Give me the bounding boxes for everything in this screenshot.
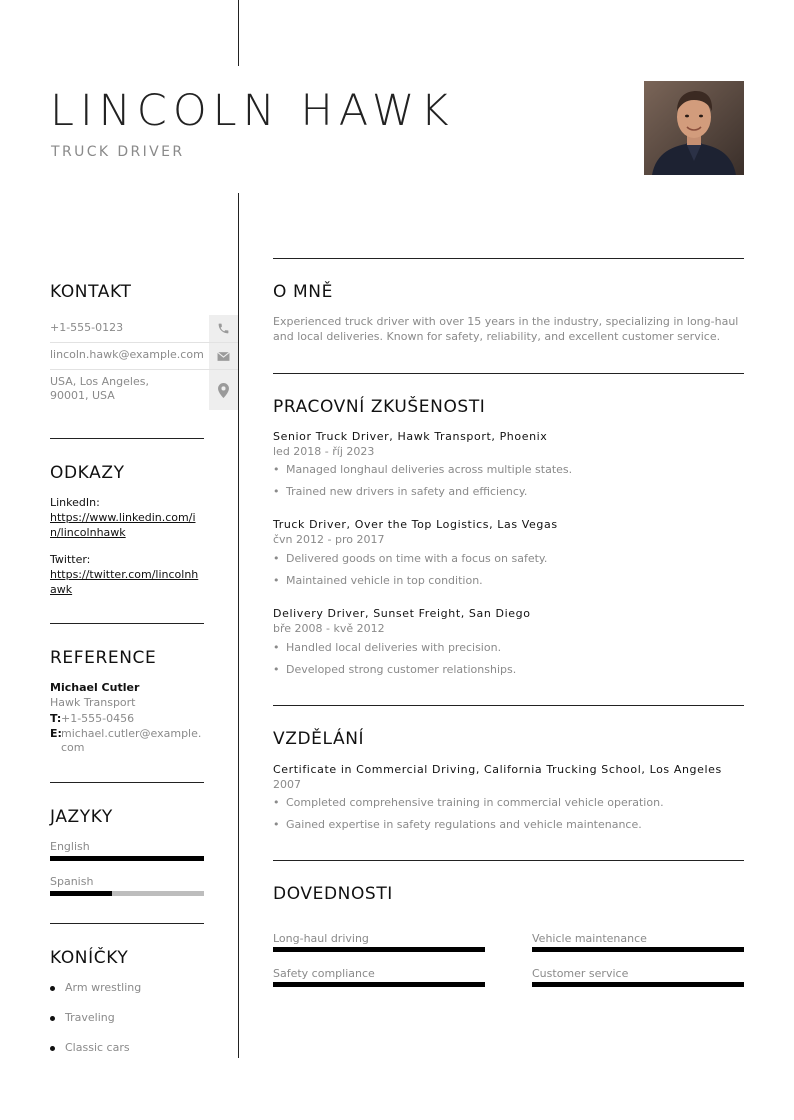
education-year: 2007 [273,778,301,791]
education-title: Certificate in Commercial Driving, California Trucking School, Los Angeles [273,763,722,776]
bullet-mark: • [273,641,280,654]
bullet-dot [50,1046,55,1051]
education-bullet-text: Gained expertise in safety regulations and vehicle maintenance. [286,818,642,831]
job-dates: čvn 2012 - pro 2017 [273,533,385,546]
section-divider [273,705,744,706]
twitter-link[interactable]: https://twitter.com/lincolnhawk [50,568,199,596]
skill-name: Vehicle maintenance [532,932,647,945]
job-bullet-text: Managed longhaul deliveries across multiple states. [286,463,573,476]
job-title: Truck Driver, Over the Top Logistics, Las Vegas [273,518,558,531]
contact-phone[interactable]: +1-555-0123 [50,321,124,334]
portrait-image [644,81,744,175]
contact-phone-row [50,315,238,342]
skill-level-bar [532,982,744,987]
hobby-label: Classic cars [65,1041,130,1054]
language-level-fill [50,856,204,861]
section-divider [50,438,204,439]
job-bullet-text: Maintained vehicle in top condition. [286,574,483,587]
job-role: TRUCK DRIVER [51,144,185,160]
contact-email[interactable]: lincoln.hawk@example.com [50,348,204,361]
full-name: LINCOLN HAWK [50,86,455,136]
reference-name: Michael Cutler [50,681,140,694]
linkedin-label: LinkedIn: [50,496,100,509]
skill-level-bar [273,947,485,952]
section-divider [50,623,204,624]
bullet-dot [50,986,55,991]
hobby-label: Traveling [65,1011,115,1024]
hobby-label: Arm wrestling [65,981,142,994]
section-divider [273,860,744,861]
hobbies-heading: KONÍČKY [50,948,129,968]
skill-level-bar [532,947,744,952]
job-title: Senior Truck Driver, Hawk Transport, Phoenix [273,430,548,443]
twitter-label: Twitter: [50,553,91,566]
bullet-mark: • [273,796,280,809]
bullet-dot [50,1016,55,1021]
job-dates: bře 2008 - kvě 2012 [273,622,385,635]
language-name: English [50,840,90,853]
contact-address-row [50,370,238,410]
map-pin-icon [209,370,238,410]
reference-email-row [50,727,204,755]
linkedin-link[interactable]: https://www.linkedin.com/in/lincolnhawk [50,511,196,539]
skills-heading: DOVEDNOSTI [273,884,393,904]
job-dates: led 2018 - říj 2023 [273,445,375,458]
reference-heading: REFERENCE [50,648,157,668]
skill-name: Safety compliance [273,967,375,980]
reference-phone[interactable]: +1-555-0456 [61,712,135,725]
contact-email-row [50,343,238,369]
reference-email-key: E: [50,727,62,740]
education-bullet-text: Completed comprehensive training in commercial vehicle operation. [286,796,664,809]
reference-company: Hawk Transport [50,696,136,709]
profile-photo [644,81,744,175]
bullet-mark: • [273,818,280,831]
bullet-mark: • [273,574,280,587]
section-divider [273,373,744,374]
experience-heading: PRACOVNÍ ZKUŠENOSTI [273,397,486,417]
contact-heading: KONTAKT [50,282,132,302]
reference-email[interactable]: michael.cutler@example.com [61,727,202,754]
bullet-mark: • [273,463,280,476]
job-bullet-text: Delivered goods on time with a focus on safety. [286,552,548,565]
top-divider-line [238,0,239,66]
job-bullet-text: Trained new drivers in safety and efficiency. [286,485,528,498]
skill-name: Long-haul driving [273,932,369,945]
bullet-mark: • [273,485,280,498]
bullet-mark: • [273,552,280,565]
languages-heading: JAZYKY [50,807,113,827]
education-heading: VZDĚLÁNÍ [273,729,365,749]
contact-address: USA, Los Angeles, 90001, USA [50,375,149,402]
section-divider [50,782,204,783]
envelope-icon [209,343,238,369]
job-bullet-text: Handled local deliveries with precision. [286,641,502,654]
skill-name: Customer service [532,967,629,980]
links-heading: ODKAZY [50,463,125,483]
language-level-bar [50,856,204,861]
about-heading: O MNĚ [273,282,333,302]
skill-level-bar [273,982,485,987]
reference-phone-key: T: [50,712,62,725]
column-divider-line [238,193,239,1058]
reference-phone-row [50,712,204,726]
bullet-mark: • [273,663,280,676]
about-text: Experienced truck driver with over 15 years in the industry, specializing in long-haul and local deliveries. Known for safety, reliability, and excellent customer service. [273,315,739,343]
language-level-bar [50,891,204,896]
language-name: Spanish [50,875,94,888]
job-bullet-text: Developed strong customer relationships. [286,663,517,676]
job-title: Delivery Driver, Sunset Freight, San Diego [273,607,531,620]
section-divider [273,258,744,259]
section-divider [50,923,204,924]
phone-icon [209,315,238,342]
language-level-fill [50,891,112,896]
